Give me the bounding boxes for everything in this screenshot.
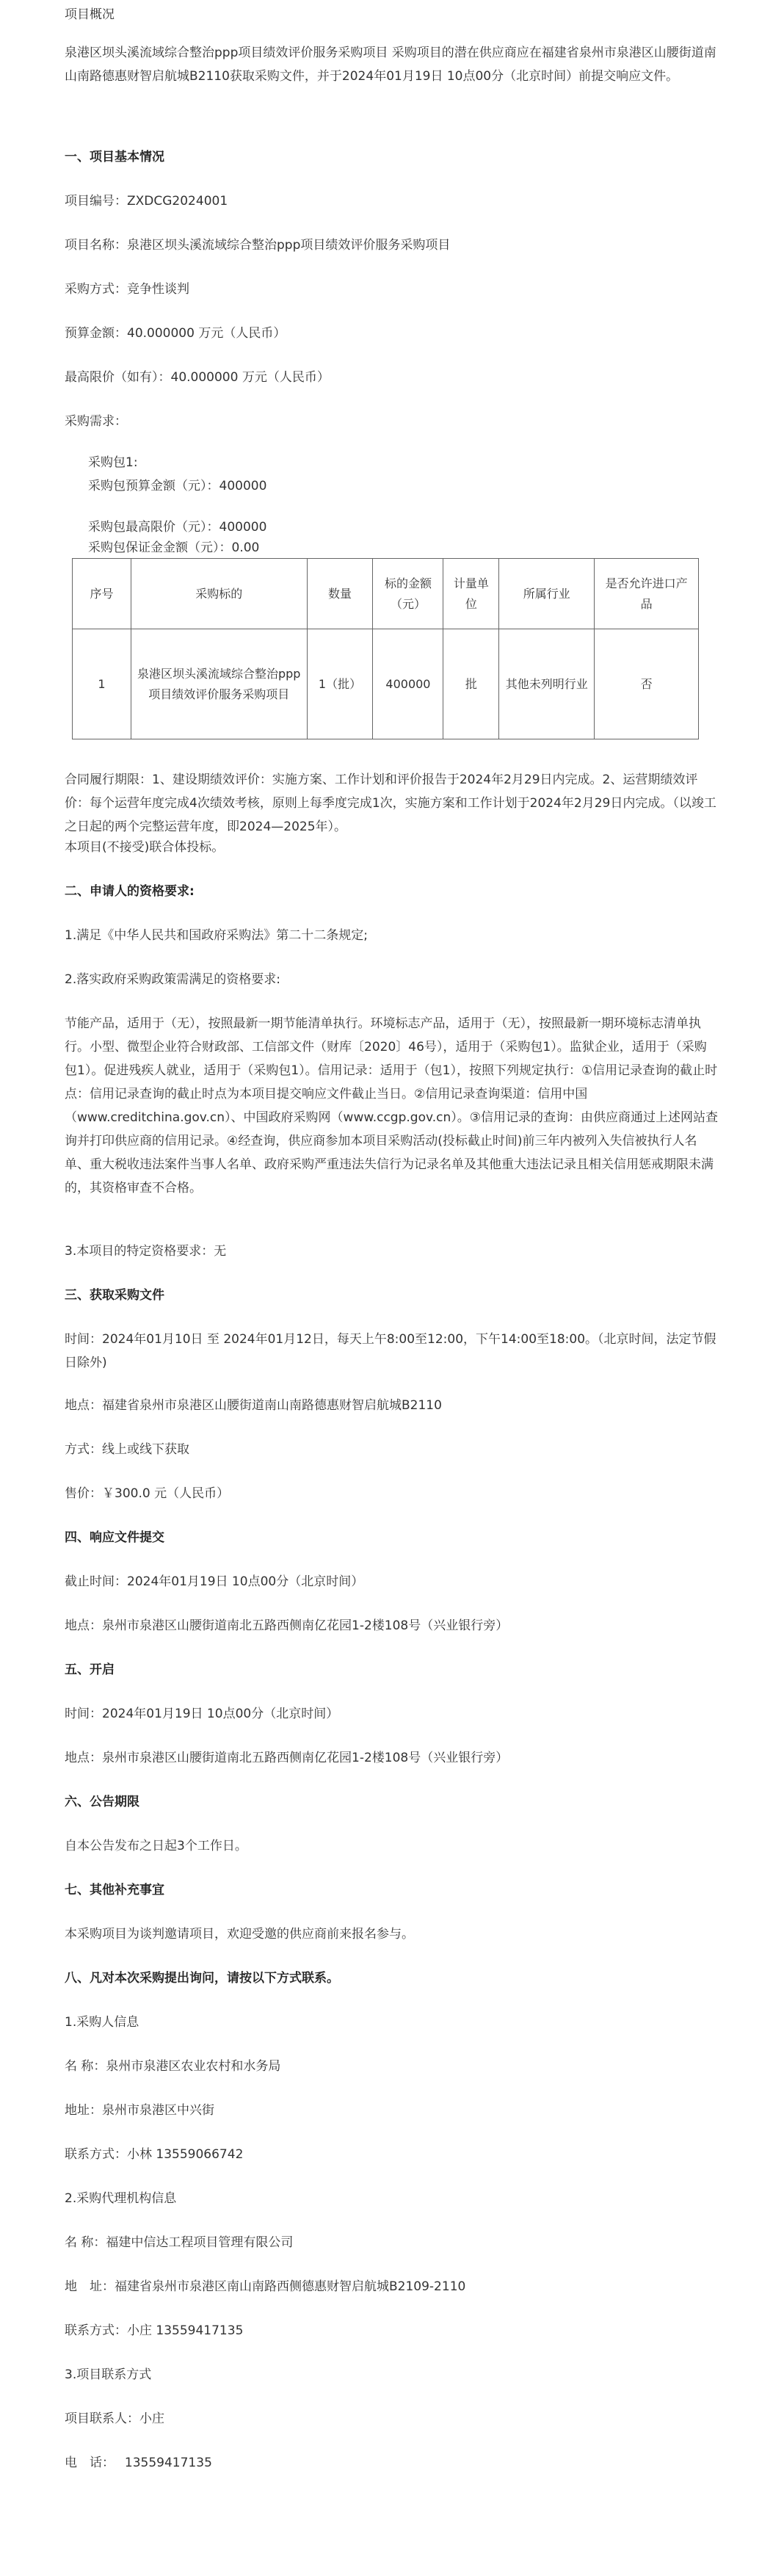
document-price: 售价：￥300.0 元（人民币） (65, 1486, 230, 1501)
agency-name: 名 称：福建中信达工程项目管理有限公司 (65, 2235, 294, 2250)
cell-import-allowed: 否 (595, 629, 699, 739)
project-contact-heading: 3.项目联系方式 (65, 2367, 152, 2382)
header-subject: 采购标的 (131, 559, 307, 629)
cell-amount: 400000 (373, 629, 443, 739)
section2-title: 二、申请人的资格要求: (65, 884, 195, 899)
agency-heading: 2.采购代理机构信息 (65, 2191, 177, 2206)
section7-title: 七、其他补充事宜 (65, 1883, 164, 1897)
opening-time: 时间：2024年01月19日 10点00分（北京时间） (65, 1707, 339, 1721)
header-unit: 计量单位 (443, 559, 499, 629)
section6-title: 六、公告期限 (65, 1795, 139, 1809)
table-row (73, 629, 699, 739)
obtain-way: 方式：线上或线下获取 (65, 1442, 189, 1457)
cell-quantity: 1（批） (307, 629, 373, 739)
obtain-time: 时间：2024年01月10日 至 2024年01月12日，每天上午8:00至12:00，下午14:00至18:00。（北京时间，法定节假日除外) (65, 1332, 716, 1370)
overview-text: 泉港区坝头溪流域综合整治ppp项目绩效评价服务采购项目 采购项目的潜在供应商应在福建省泉州市泉港区山腰街道南山南路德惠财智启航城B2110获取采购文件，并于2024年01月19日 10点00分（北京时间）前提交响应文件。 (65, 46, 716, 84)
package-max-price: 采购包最高限价（元）：400000 (88, 520, 267, 535)
section3-title: 三、获取采购文件 (65, 1288, 164, 1303)
buyer-name: 名 称：泉州市泉港区农业农村和水务局 (65, 2059, 281, 2074)
obtain-place: 地点：福建省泉州市泉港区山腰街道南山南路德惠财智启航城B2110 (65, 1398, 442, 1413)
submission-place: 地点：泉州市泉港区山腰街道南北五路西侧南亿花园1-2楼108号（兴业银行旁） (65, 1618, 509, 1633)
section8-title: 八、凡对本次采购提出询问，请按以下方式联系。 (65, 1971, 339, 1986)
agency-contact: 联系方式：小庄 13559417135 (65, 2323, 244, 2338)
agency-address: 地 址：福建省泉州市泉港区南山南路西侧德惠财智启航城B2109-2110 (65, 2279, 466, 2294)
max-price: 最高限价（如有）：40.000000 万元（人民币） (65, 370, 330, 385)
section5-title: 五、开启 (65, 1663, 115, 1677)
qualification-item-1: 1.满足《中华人民共和国政府采购法》第二十二条规定; (65, 928, 368, 943)
qualification-item-3: 3.本项目的特定资格要求：无 (65, 1244, 227, 1259)
contract-period: 合同履行期限：1、建设期绩效评价：实施方案、工作计划和评价报告于2024年2月29日内完成。2、运营期绩效评价：每个运营年度完成4次绩效考核，原则上每季度完成1次，实施方案和工作计划于2024年2月29日内完成。（以竣工之日起的两个完整运营年度，即2024—2025年）。 (65, 773, 716, 834)
joint-bid-note: 本项目(不接受)联合体投标。 (65, 840, 225, 855)
header-amount: 标的金额（元） (373, 559, 443, 629)
qualification-item-2: 2.落实政府采购政策需满足的资格要求: (65, 972, 280, 987)
policy-requirements: 节能产品，适用于（无），按照最新一期节能清单执行。环境标志产品，适用于（无），按照最新一期环境标志清单执行。小型、微型企业符合财政部、工信部文件（财库〔2020〕46号），适用于（采购包1）。监狱企业，适用于（采购包1）。促进残疾人就业，适用于（采购包1）。信用记录：适用于（包1），按照下列规定执行：①信用记录查询的截止时点：信用记录查询的截止时点为本项目提交响应文件截止当日。②信用记录查询渠道：信用中国（www.creditchina.gov.cn）、中国政府采购网（www.ccgp.gov.cn）。③信用记录的查询：由供应商通过上述网站查询并打印供应商的信用记录。④经查询，供应商参加本项目采购活动(投标截止时间)前三年内被列入失信被执行人名单、重大税收违法案件当事人名单、政府采购严重违法失信行为记录名单及其他重大违法记录且相关信用惩戒期限未满的，其资格审查不合格。 (65, 1016, 718, 1195)
cell-industry: 其他未列明行业 (499, 629, 595, 739)
project-contact-person: 项目联系人：小庄 (65, 2412, 164, 2426)
header-import-allowed: 是否允许进口产品 (595, 559, 699, 629)
buyer-address: 地址：泉州市泉港区中兴街 (65, 2103, 214, 2118)
header-industry: 所属行业 (499, 559, 595, 629)
opening-place: 地点：泉州市泉港区山腰街道南北五路西侧南亿花园1-2楼108号（兴业银行旁） (65, 1751, 509, 1765)
package-deposit: 采购包保证金金额（元）：0.00 (88, 540, 260, 555)
demand-label: 采购需求： (65, 414, 127, 429)
procurement-method: 采购方式：竞争性谈判 (65, 282, 189, 297)
submission-deadline: 截止时间：2024年01月19日 10点00分（北京时间） (65, 1574, 364, 1589)
supplementary-note: 本采购项目为谈判邀请项目，欢迎受邀的供应商前来报名参与。 (65, 1927, 414, 1942)
budget-amount: 预算金额：40.000000 万元（人民币） (65, 326, 286, 341)
header-index: 序号 (73, 559, 131, 629)
package-label: 采购包1: (88, 455, 138, 470)
overview-heading: 项目概况 (65, 7, 115, 22)
cell-unit: 批 (443, 629, 499, 739)
section1-title: 一、项目基本情况 (65, 150, 164, 164)
cell-index: 1 (73, 629, 131, 739)
project-name: 项目名称：泉港区坝头溪流域综合整治ppp项目绩效评价服务采购项目 (65, 238, 451, 253)
procurement-table (72, 558, 699, 739)
announcement-period: 自本公告发布之日起3个工作日。 (65, 1839, 247, 1853)
package-budget: 采购包预算金额（元）：400000 (88, 479, 267, 493)
project-phone: 电 话： 13559417135 (65, 2456, 212, 2470)
buyer-heading: 1.采购人信息 (65, 2015, 139, 2030)
cell-subject: 泉港区坝头溪流域综合整治ppp项目绩效评价服务采购项目 (131, 629, 307, 739)
project-number: 项目编号：ZXDCG2024001 (65, 194, 228, 209)
table-header-row (73, 559, 699, 629)
section4-title: 四、响应文件提交 (65, 1530, 164, 1545)
buyer-contact: 联系方式：小林 13559066742 (65, 2147, 244, 2162)
header-quantity: 数量 (307, 559, 373, 629)
